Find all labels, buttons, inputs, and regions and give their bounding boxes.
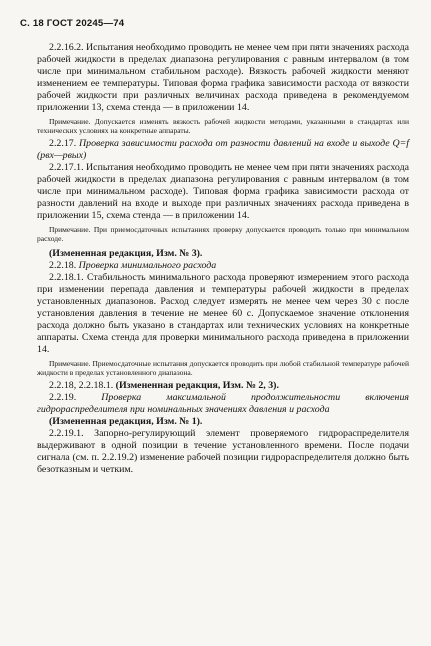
section-title: Проверка зависимости расхода от разности давлений на входе и выходе Q=f (pвх—pвых) <box>37 138 409 162</box>
section-2-2-18-heading <box>37 260 409 272</box>
amendment-note-3: (Измененная редакция, Изм. № 3). <box>49 248 203 260</box>
note-acceptance: Примечание. При приемосдаточных испытаниях проверку допускается проводить только при минимальном расходе. <box>37 224 409 243</box>
amendment-2-2-18 <box>37 380 409 392</box>
amendment-label: (Измененная редакция, Изм. № 2, 3). <box>115 380 279 392</box>
page-header: С. 18 ГОСТ 20245—74 <box>20 18 125 29</box>
amended-sections: 2.2.18, 2.2.18.1. <box>49 380 116 392</box>
amendment-note-1: (Измененная редакция, Изм. № 1). <box>49 416 203 428</box>
paragraph-2-2-18-1: 2.2.18.1. Стабильность минимального расхода проверяют измерением этого расхода при изменении перепада давления и температуры рабочей жидкости в пределах установленных диапазонов. Расход следует измерять не менее чем через 30 с после установления давления в течение не менее 60 с. Допускаемое значение отклонения расхода должно быть указано в стандартах или технических условиях на конкретные аппараты. Схема стенда для проверки минимального расхода приведена в приложении 14. <box>37 272 409 355</box>
section-number: 2.2.19. <box>49 392 77 404</box>
paragraph-2-2-19-1: 2.2.19.1. Запорно-регулирующий элемент проверяемого гидрораспределителя выдерживают в одной позиции в течение установленного времени. После подачи сигнала (см. п. 2.2.19.2) изменение рабочей позиции гидрораспределителя должно быть безотказным и четким. <box>37 428 409 475</box>
section-title: Проверка минимального расхода <box>78 260 217 272</box>
note-temperature: Примечание. Приемосдаточные испытания допускается проводить при любой стабильной температуре рабочей жидкости в пределах установленного диапазона. <box>37 358 409 377</box>
paragraph-2-2-16-2: 2.2.16.2. Испытания необходимо проводить не менее чем при пяти значениях расхода рабочей жидкости в пределах диапазона регулирования с равным интервалом (в том числе при минимальном стабильном расходе). Вязкость рабочей жидкости меняют изменением ее температуры. Типовая форма графика зависимости расхода от вязкости рабочей жидкости при различных величинах расхода приведена в рекомендуемом приложении 13, схема стенда — в приложении 14. <box>37 42 409 113</box>
section-2-2-19-heading <box>37 392 409 416</box>
note-viscosity: Примечание. Допускается изменять вязкость рабочей жидкости методами, указанными в стандартах или технических условиях на конкретные аппараты. <box>37 116 409 135</box>
paragraph-2-2-17-1: 2.2.17.1. Испытания необходимо проводить не менее чем при пяти значениях расхода рабочей жидкости в пределах диапазона регулирования с равным интервалом (в том числе при минимальном расходе). Типовая форма графика зависимости расхода от разности давлений на входе и выходе при различных значениях расхода приведена в приложении 15, схема стенда — в приложении 14. <box>37 162 409 221</box>
section-title: Проверка максимальной продолжительности включения гидрораспределителя при номинальных значениях давления и расхода <box>37 392 409 416</box>
section-number: 2.2.18. <box>49 260 77 272</box>
section-2-2-17-heading <box>37 138 409 162</box>
document-body <box>37 42 409 476</box>
section-number: 2.2.17. <box>49 138 77 150</box>
